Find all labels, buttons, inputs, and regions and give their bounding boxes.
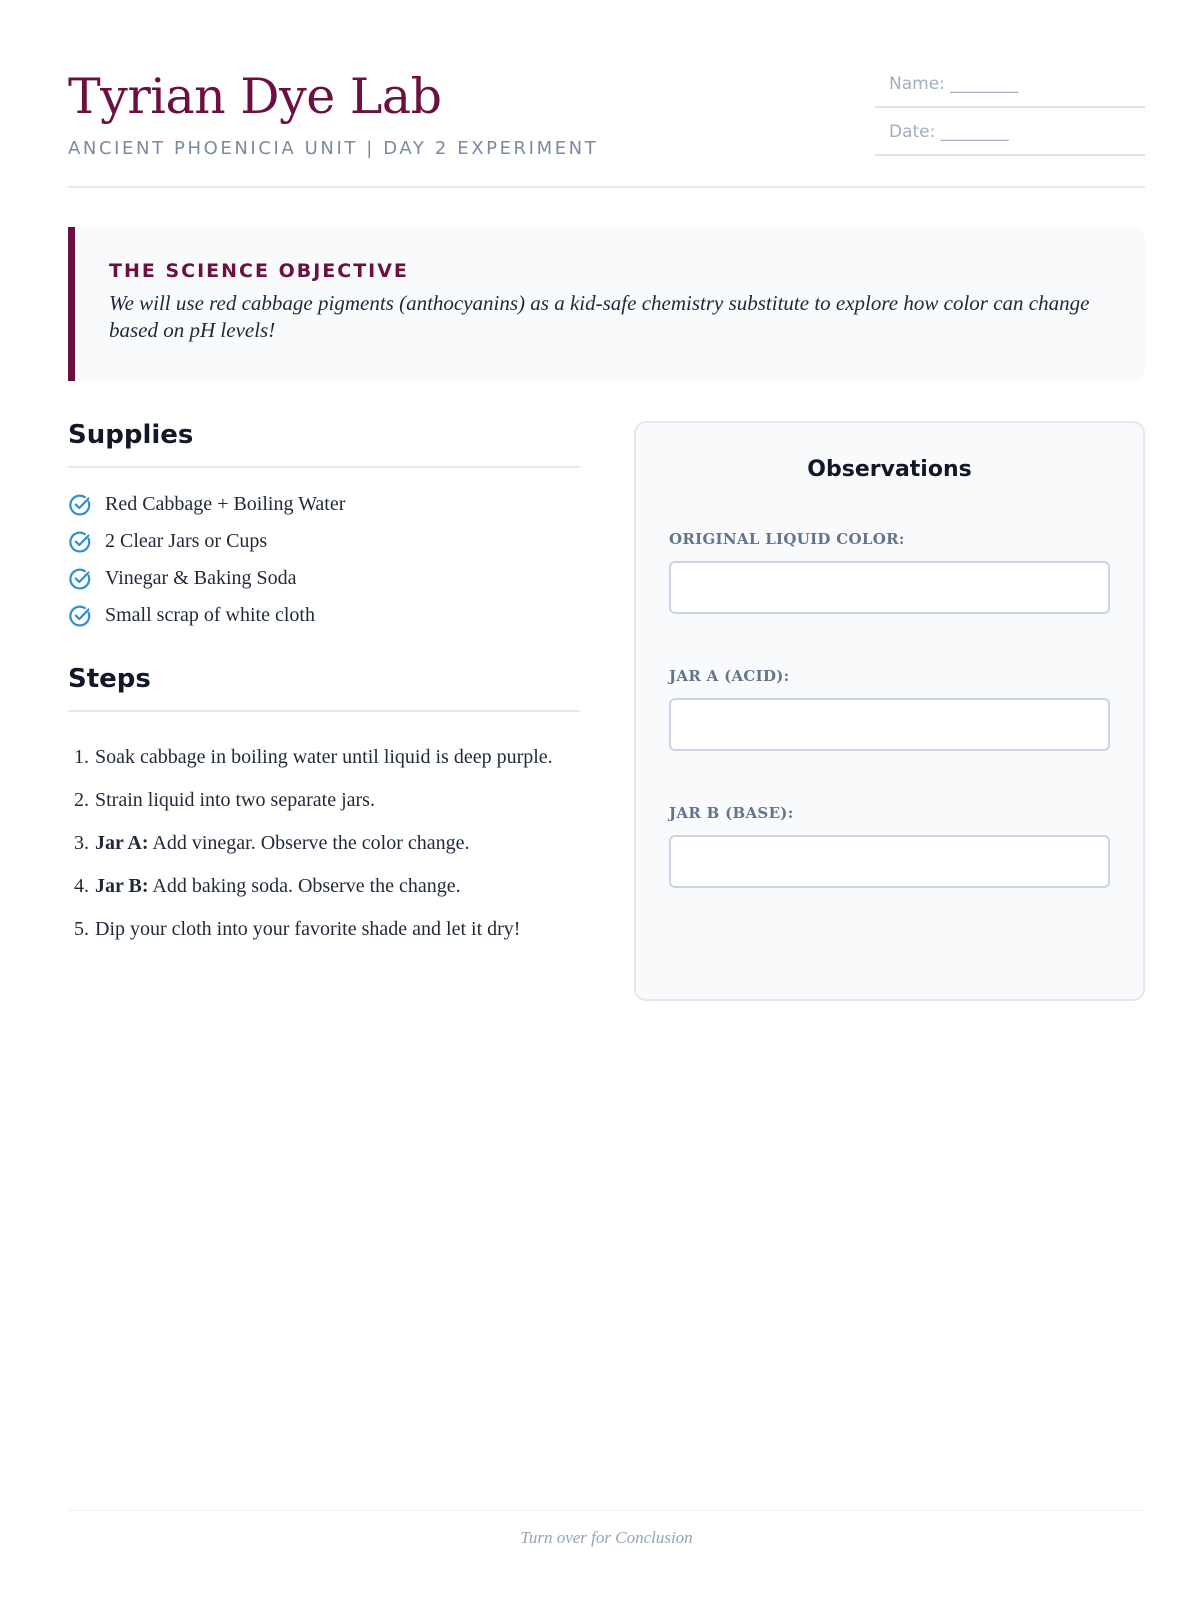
step-item xyxy=(94,869,580,903)
jar-b-field[interactable] xyxy=(669,835,1110,888)
observations-heading: Observations xyxy=(807,457,972,482)
step-item xyxy=(94,783,580,817)
supply-label: 2 Clear Jars or Cups xyxy=(105,530,268,552)
step-item xyxy=(94,826,580,860)
step-item xyxy=(94,740,580,774)
supply-label: Vinegar & Baking Soda xyxy=(105,567,297,589)
step-item xyxy=(94,912,580,946)
page-title: Tyrian Dye Lab xyxy=(68,68,442,125)
jar-a-label: JAR A (ACID): xyxy=(669,667,790,685)
name-field[interactable]: Name: ________ xyxy=(875,62,1145,108)
observations-card xyxy=(634,421,1145,1001)
student-info xyxy=(875,62,1145,156)
worksheet-header xyxy=(68,62,1145,188)
step-text: Strain liquid into two separate jars. xyxy=(95,789,375,811)
step-text: Soak cabbage in boiling water until liquid is deep purple. xyxy=(95,746,553,768)
supplies-list xyxy=(68,486,580,634)
step-bold: Jar A: xyxy=(95,832,149,854)
supply-item xyxy=(68,560,580,597)
step-text: Dip your cloth into your favorite shade and let it dry! xyxy=(95,918,521,940)
supply-item xyxy=(68,486,580,523)
supply-item xyxy=(68,597,580,634)
worksheet-page xyxy=(68,0,1145,1600)
supply-label: Red Cabbage + Boiling Water xyxy=(105,493,346,515)
check-circle-icon xyxy=(68,530,92,554)
instructions-column xyxy=(68,420,580,955)
original-color-label: ORIGINAL LIQUID COLOR: xyxy=(669,530,905,548)
check-circle-icon xyxy=(68,493,92,517)
step-text: Add baking soda. Observe the change. xyxy=(148,875,461,897)
check-circle-icon xyxy=(68,604,92,628)
objective-text: We will use red cabbage pigments (anthocyanins) as a kid-safe chemistry substitute to explore how color can change based on pH levels! xyxy=(109,291,1090,342)
page-footer: Turn over for Conclusion xyxy=(68,1510,1145,1548)
step-text: Add vinegar. Observe the color change. xyxy=(148,832,470,854)
supply-item xyxy=(68,523,580,560)
date-field[interactable]: Date: ________ xyxy=(875,110,1145,156)
steps-heading: Steps xyxy=(68,664,580,712)
jar-a-field[interactable] xyxy=(669,698,1110,751)
supply-label: Small scrap of white cloth xyxy=(105,604,315,626)
check-circle-icon xyxy=(68,567,92,591)
supplies-heading: Supplies xyxy=(68,420,580,468)
steps-list xyxy=(68,740,580,946)
objective-heading: THE SCIENCE OBJECTIVE xyxy=(109,260,409,282)
step-bold: Jar B: xyxy=(95,875,149,897)
page-subtitle: ANCIENT PHOENICIA UNIT | DAY 2 EXPERIMENT xyxy=(68,138,599,159)
jar-b-label: JAR B (BASE): xyxy=(669,804,794,822)
original-color-field[interactable] xyxy=(669,561,1110,614)
science-objective-callout xyxy=(68,227,1145,381)
